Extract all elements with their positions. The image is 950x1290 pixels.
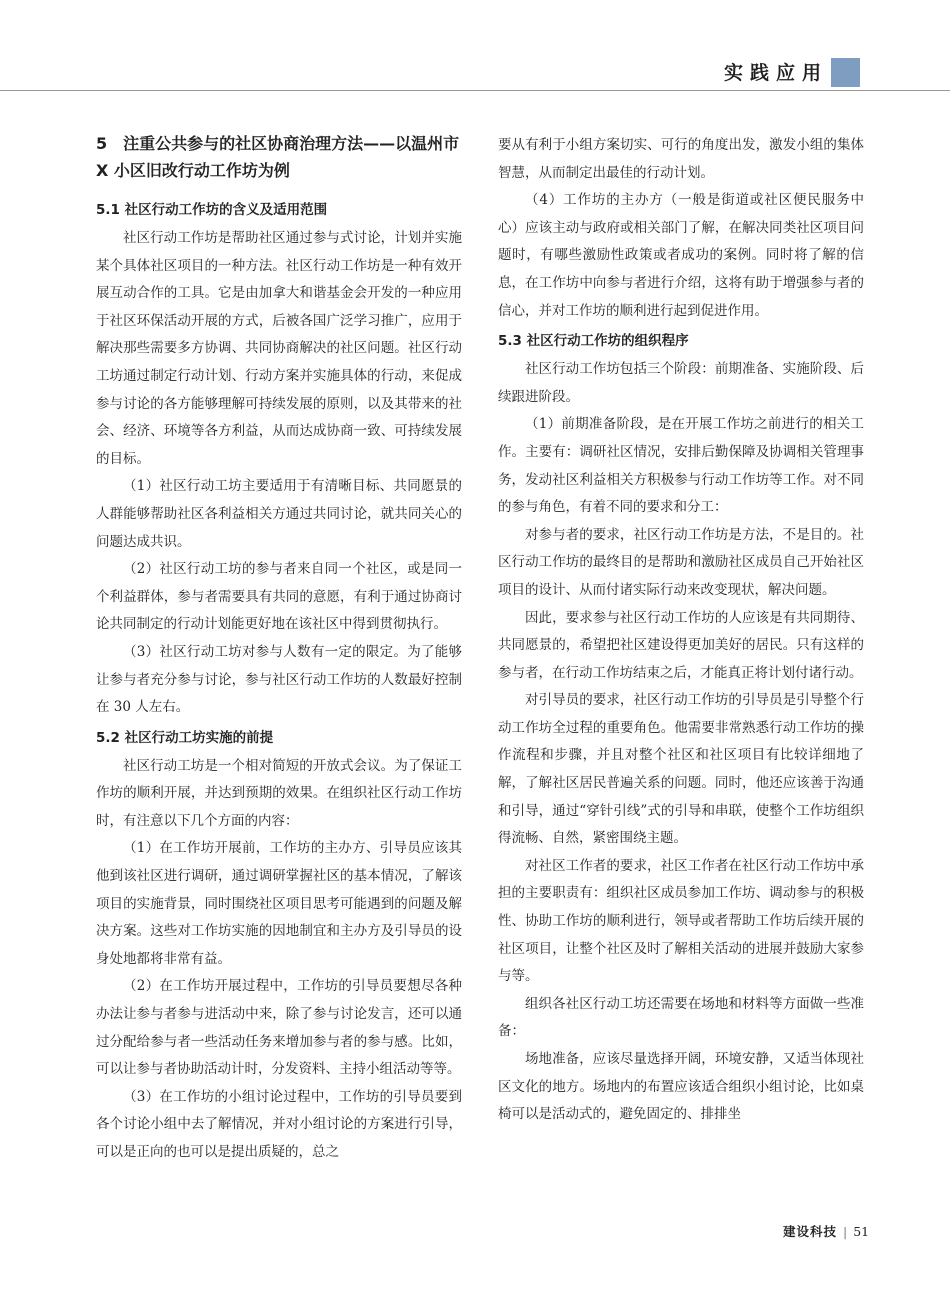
paragraph: 社区行动工坊是一个相对简短的开放式会议。为了保证工作坊的顺利开展，并达到预期的效果。在组织社区行动工作坊时，有注意以下几个方面的内容： (96, 757, 462, 829)
section-title: 实践应用 (723, 62, 828, 84)
left-column (96, 130, 462, 1167)
paragraph: 对参与者的要求，社区行动工作坊是方法，不是目的。社区行动工作坊的最终目的是帮助和激励社区成员自己开始社区项目的设计、从而付诸实际行动来改变现状，解决问题。 (498, 526, 864, 598)
paragraph: 对引导员的要求，社区行动工作坊的引导员是引导整个行动工作坊全过程的重要角色。他需要非常熟悉行动工作坊的操作流程和步骤，并且对整个社区和社区项目有比较详细地了解，了解社区居民普遍关系的问题。同时，他还应该善于沟通和引导，通过“穿针引线”式的引导和串联，使整个工作坊组织得流畅、自然，紧密围绕主题。 (498, 692, 864, 847)
paragraph: 因此，要求参与社区行动工作坊的人应该是有共同期待、共同愿景的，希望把社区建设得更加美好的居民。只有这样的参与者，在行动工作坊结束之后，才能真正将计划付诸行动。 (498, 609, 864, 681)
paragraph: 社区行动工作坊是帮助社区通过参与式讨论，计划并实施某个具体社区项目的一种方法。社区行动工作坊是一种有效开展互动合作的工具。它是由加拿大和谐基金会开发的一种应用于社区环保活动开展的方式，后被各国广泛学习推广，应用于解决那些需要多方协调、共同协商解决的社区问题。社区行动工坊通过制定行动计划、行动方案并实施具体的行动，来促成参与讨论的各方能够理解可持续发展的原则，以及其带来的社会、经济、环境等各方利益，从而达成协商一致、可持续发展的目标。 (96, 230, 462, 467)
subsection-heading-5-3: 5.3 社区行动工作坊的组织程序 (498, 333, 689, 350)
paragraph: （1）前期准备阶段，是在开展工作坊之前进行的相关工作。主要有：调研社区情况，安排后勤保障及协调相关管理事务，发动社区利益相关方积极参与行动工作坊等工作。对不同的参与角色，有着不同的要求和分工： (498, 416, 864, 516)
paragraph: （3）在工作坊的小组讨论过程中，工作坊的引导员要到各个讨论小组中去了解情况，并对小组讨论的方案进行引导，可以是正向的也可以是提出质疑的，总之 (96, 1088, 462, 1160)
paragraph: （2）在工作坊开展过程中，工作坊的引导员要想尽各种办法让参与者参与进活动中来，除了参与讨论发言，还可以通过分配给参与者一些活动任务来增加参与者的参与感。比如，可以让参与者协助活动计时，分发资料、主持小组活动等等。 (96, 978, 462, 1078)
paragraph: （4）工作坊的主办方（一般是街道或社区便民服务中心）应该主动与政府或相关部门了解，在解决同类社区项目问题时，有哪些激励性政策或者成功的案例。同时将了解的信息，在工作坊中向参与者进行介绍，这将有助于增强参与者的信心，并对工作坊的顺利进行起到促进作用。 (498, 192, 864, 319)
paragraph: 场地准备，应该尽量选择开阔，环境安静，又适当体现社区文化的地方。场地内的布置应该适合组织小组讨论，比如桌椅可以是活动式的，避免固定的、排排坐 (498, 1051, 864, 1123)
paragraph: （3）社区行动工坊对参与人数有一定的限定。为了能够让参与者充分参与讨论，参与社区行动工作坊的人数最好控制在 30 人左右。 (96, 643, 462, 716)
paragraph: 组织各社区行动工坊还需要在场地和材料等方面做一些准备： (498, 995, 864, 1040)
paragraph: （2）社区行动工坊的参与者来自同一个社区，或是同一个利益群体，参与者需要具有共同的意愿，有利于通过协商讨论共同制定的行动计划能更好地在该社区中得到贯彻执行。 (96, 561, 462, 633)
section-heading: 5 注重公共参与的社区协商治理方法——以温州市 X 小区旧改行动工作坊为例 (96, 134, 460, 180)
subsection-heading-5-2: 5.2 社区行动工坊实施的前提 (96, 729, 274, 746)
subsection-heading-5-1: 5.1 社区行动工作坊的含义及适用范围 (96, 202, 328, 218)
page-footer (783, 1222, 869, 1242)
paragraph: （1）社区行动工坊主要适用于有清晰目标、共同愿景的人群能够帮助社区各利益相关方通过共同讨论，就共同关心的问题达成共识。 (96, 478, 462, 550)
right-column (498, 132, 864, 1129)
paragraph: （1）在工作坊开展前，工作坊的主办方、引导员应该其他到该社区进行调研，通过调研掌握社区的基本情况，了解该项目的实施背景，同时围绕社区项目思考可能遇到的问题及解决方案。这些对工作坊实施的因地制宜和主办方及引导员的设身处地都将非常有益。 (96, 840, 462, 967)
header-accent-block (831, 58, 860, 87)
footer-separator: | (843, 1224, 848, 1239)
paragraph: 对社区工作者的要求，社区工作者在社区行动工作坊中承担的主要职责有：组织社区成员参加工作坊、调动参与的积极性、协助工作坊的顺利进行，领导或者帮助工作坊后续开展的社区项目，让整个社区及时了解相关活动的进展并鼓励大家参与等。 (498, 857, 864, 985)
journal-name: 建设科技 (783, 1224, 838, 1239)
header-rule (0, 90, 950, 91)
paragraph: 社区行动工作坊包括三个阶段：前期准备、实施阶段、后续跟进阶段。 (498, 361, 864, 405)
paragraph-continued: 要从有利于小组方案切实、可行的角度出发，激发小组的集体智慧，从而制定出最佳的行动计划。 (498, 137, 864, 181)
page-number: 51 (853, 1224, 870, 1239)
